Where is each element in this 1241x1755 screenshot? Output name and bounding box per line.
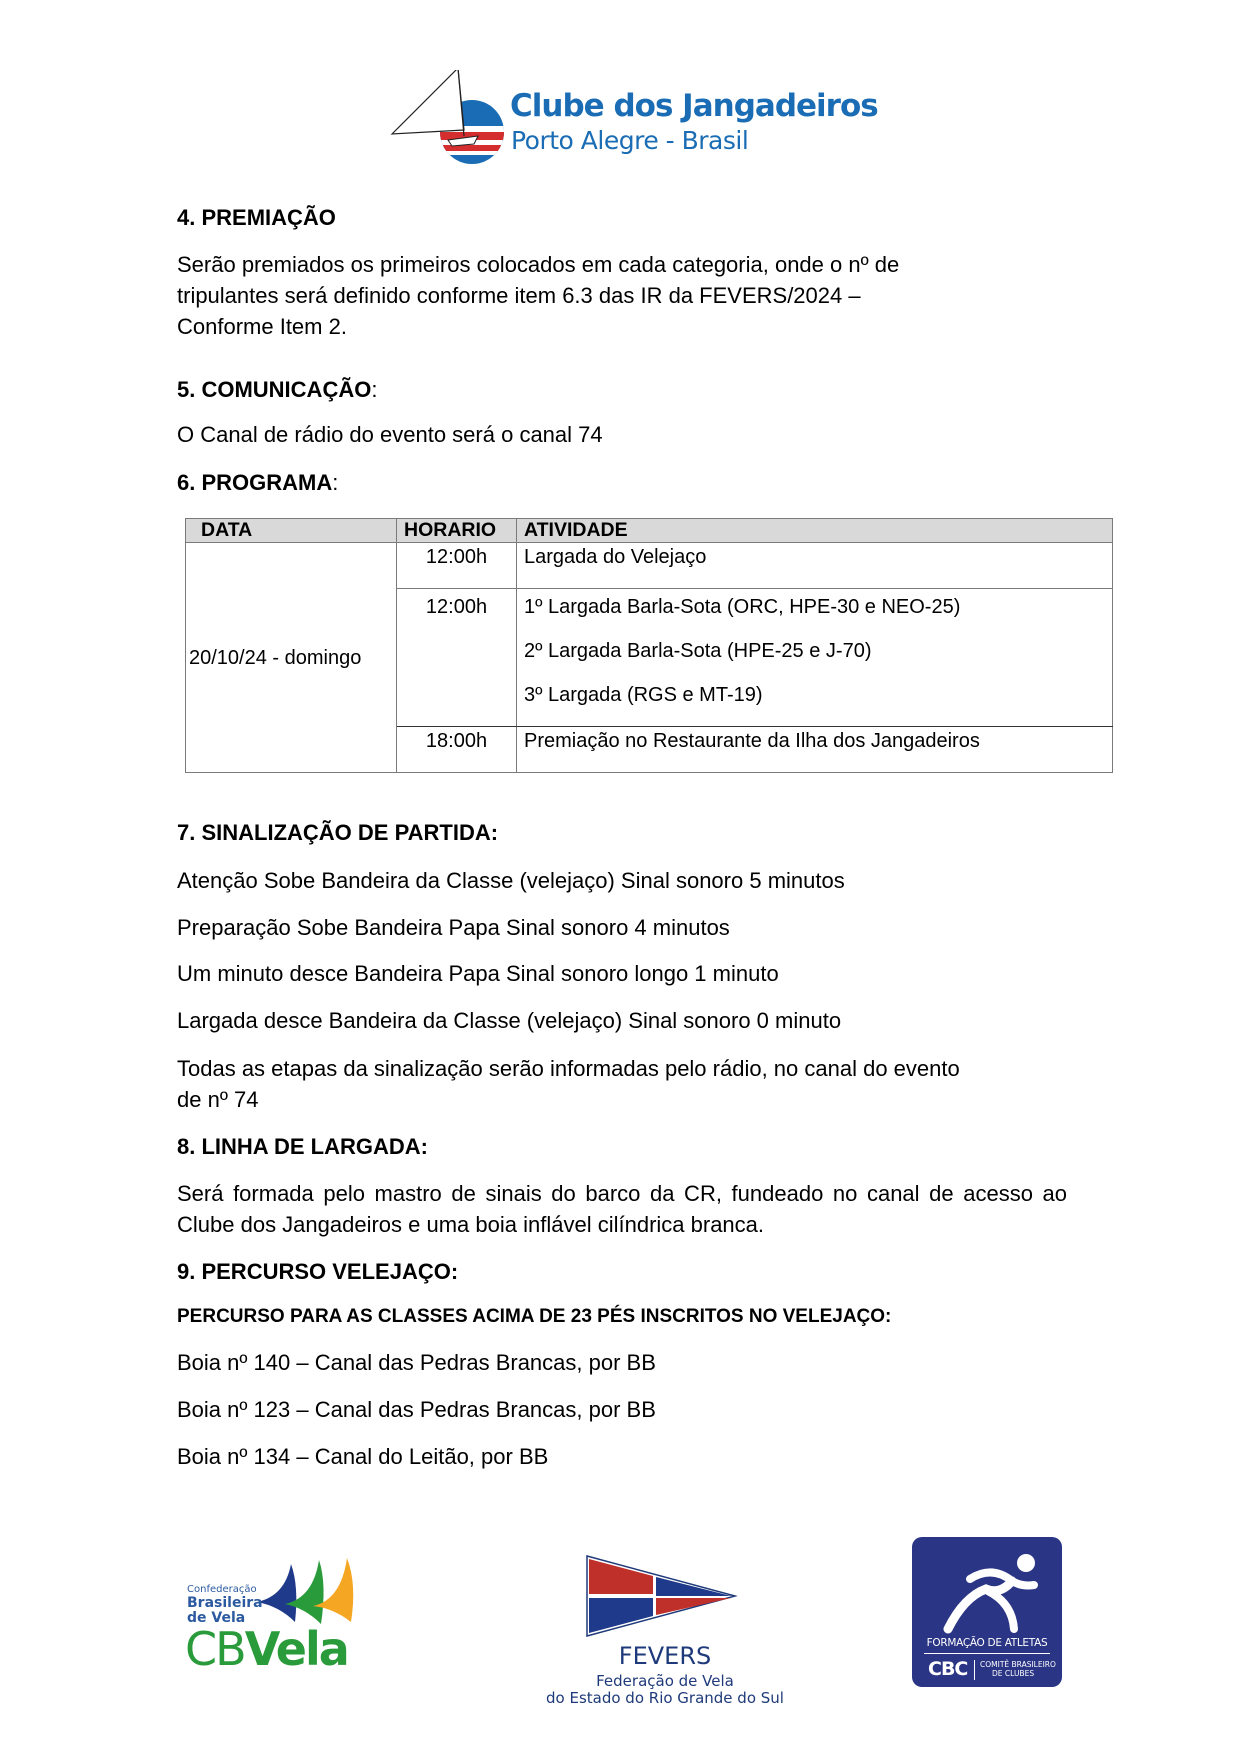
premiacao-line-2: tripulantes será definido conforme item 6.3 das IR da FEVERS/2024 –: [177, 283, 861, 308]
cbvela-line-1: Confederação: [187, 1584, 257, 1595]
fevers-subtitle-1: Federação de Vela: [596, 1672, 734, 1690]
activity-cell: [517, 589, 1113, 727]
column-header-horario: HORARIO: [397, 519, 517, 543]
linha-largada-body: Será formada pelo mastro de sinais do barco da CR, fundeado no canal de acesso ao Clube dos Jangadeiros e uma boia inflável cilíndrica branca.: [177, 1181, 1067, 1237]
section-title-premiacao: 4. PREMIAÇÃO: [177, 205, 336, 230]
sinalizacao-line: Um minuto desce Bandeira Papa Sinal sonoro longo 1 minuto: [177, 961, 779, 986]
cbc-separator: [974, 1660, 975, 1680]
percurso-item: Boia nº 134 – Canal do Leitão, por BB: [177, 1444, 549, 1469]
activity-text: 3º Largada (RGS e MT-19): [524, 684, 763, 706]
cbc-fullname-2: DE CLUBES: [992, 1669, 1035, 1678]
comunicacao-body: O Canal de rádio do evento será o canal 74: [177, 422, 603, 447]
fevers-subtitle-2: do Estado do Rio Grande do Sul: [546, 1689, 784, 1707]
cbvela-wordmark-light: CB: [185, 1622, 245, 1676]
programa-title-colon: :: [332, 470, 339, 495]
section-title-linha-largada: 8. LINHA DE LARGADA:: [177, 1134, 428, 1159]
sinalizacao-note-line-2: de nº 74: [177, 1087, 259, 1112]
cbc-divider: [924, 1653, 1050, 1654]
sinalizacao-note-line-1: Todas as etapas da sinalização serão informadas pelo rádio, no canal do evento: [177, 1056, 960, 1081]
date-cell: 20/10/24 - domingo: [186, 543, 397, 773]
percurso-item: Boia nº 123 – Canal das Pedras Brancas, por BB: [177, 1397, 656, 1422]
activity-cell: [517, 543, 1113, 589]
activity-text: 2º Largada Barla-Sota (HPE-25 e J-70): [524, 640, 872, 662]
cbvela-logo: [185, 1550, 365, 1676]
cbc-fullname: [980, 1660, 1056, 1678]
table-row: [186, 543, 1113, 589]
comunicacao-title-colon: :: [371, 377, 378, 402]
activity-text: Largada do Velejaço: [524, 546, 707, 568]
activity-text: 1º Largada Barla-Sota (ORC, HPE-30 e NEO-25): [524, 596, 961, 618]
premiacao-line-1: Serão premiados os primeiros colocados em cada categoria, onde o nº de: [177, 252, 900, 277]
column-header-atividade: ATIVIDADE: [517, 519, 1113, 543]
comunicacao-title-text: 5. COMUNICAÇÃO: [177, 377, 372, 402]
activity-text: Premiação no Restaurante da Ilha dos Jangadeiros: [524, 730, 980, 752]
column-header-data: DATA: [186, 519, 397, 543]
table-header-row: [186, 519, 1113, 543]
cbc-abbr: CBC: [928, 1658, 968, 1680]
sinalizacao-line: Largada desce Bandeira da Classe (velejaço) Sinal sonoro 0 minuto: [177, 1008, 842, 1033]
programa-title-text: 6. PROGRAMA: [177, 470, 333, 495]
cbvela-line-2: Brasileira: [187, 1595, 263, 1611]
sinalizacao-line: Preparação Sobe Bandeira Papa Sinal sonoro 4 minutos: [177, 915, 730, 940]
section-title-programa: [177, 470, 338, 496]
percurso-subtitle: PERCURSO PARA AS CLASSES ACIMA DE 23 PÉS INSCRITOS NO VELEJAÇO:: [177, 1306, 892, 1327]
time-cell: 12:00h: [397, 589, 517, 727]
club-name: Clube dos Jangadeiros: [510, 88, 878, 124]
cbc-fullname-1: COMITÊ BRASILEIRO: [980, 1660, 1056, 1669]
fevers-title: FEVERS: [618, 1642, 712, 1670]
section-title-comunicacao: [177, 377, 377, 403]
pennant-flag-icon: [585, 1554, 745, 1639]
fevers-logo: [530, 1550, 800, 1707]
cbc-logo: [912, 1537, 1062, 1687]
schedule-table: [185, 518, 1113, 773]
sails-icon: [255, 1550, 365, 1630]
section-title-percurso: 9. PERCURSO VELEJAÇO:: [177, 1259, 459, 1284]
time-cell: 12:00h: [397, 543, 517, 589]
cbvela-wordmark: [185, 1622, 348, 1676]
premiacao-line-3: Conforme Item 2.: [177, 314, 347, 339]
time-cell: 18:00h: [397, 727, 517, 773]
club-location: Porto Alegre - Brasil: [511, 126, 749, 155]
cbc-caption: FORMAÇÃO DE ATLETAS: [926, 1637, 1048, 1649]
runner-icon: [912, 1537, 1062, 1637]
activity-cell: [517, 727, 1113, 773]
section-title-sinalizacao: 7. SINALIZAÇÃO DE PARTIDA:: [177, 820, 499, 845]
club-logo: [390, 70, 878, 170]
sinalizacao-line: Atenção Sobe Bandeira da Classe (velejaço) Sinal sonoro 5 minutos: [177, 868, 845, 893]
cbvela-line-3: de Vela: [187, 1610, 246, 1626]
cbvela-wordmark-bold: Vela: [244, 1622, 348, 1676]
sailboat-icon: [390, 70, 510, 170]
percurso-item: Boia nº 140 – Canal das Pedras Brancas, por BB: [177, 1350, 656, 1375]
